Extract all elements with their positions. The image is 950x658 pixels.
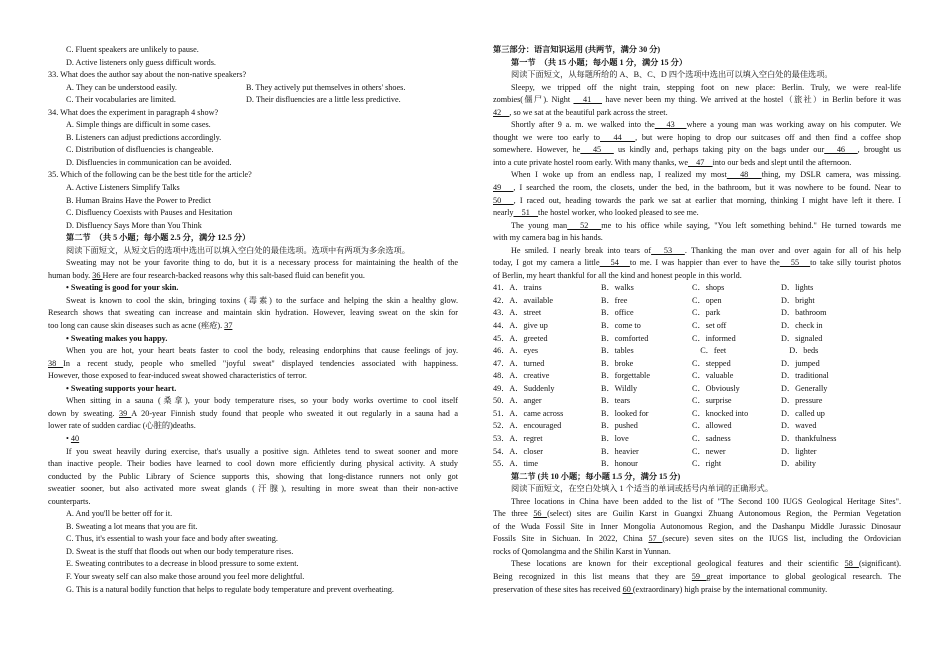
passage-line: somewhere. However, he 45 us kindly and, perhaps taking pity on the bags under our 46 , brought us bbox=[493, 145, 901, 155]
blank-48[interactable]: 48 bbox=[726, 170, 762, 180]
blank-54[interactable]: 54 bbox=[599, 258, 630, 268]
q33-option-d: D. Their disfluencies are a little less predictive. bbox=[246, 95, 401, 105]
passage-line: 49 , I searched the room, the closets, under the bed, in the bathroom, but it was nowhere to be found. Near to bbox=[493, 183, 901, 193]
choice-option[interactable]: D．jumped bbox=[781, 358, 820, 368]
heading-skin: • Sweating is good for your skin. bbox=[66, 283, 179, 293]
choice-option[interactable]: 53．A．regret bbox=[493, 433, 543, 443]
answer-option-g: G. This is a natural bodily function that helps to regulate body temperature and prevent overheating. bbox=[66, 584, 394, 594]
blank-58[interactable]: 58 bbox=[844, 559, 859, 569]
answer-option-d: D. Sweat is the stuff that floods out when our body temperature rises. bbox=[66, 546, 294, 556]
q35-option: A. Active Listeners Simplify Talks bbox=[66, 183, 180, 193]
q35-option: B. Human Brains Have the Power to Predict bbox=[66, 195, 212, 205]
heading-40: • 40 bbox=[66, 433, 80, 443]
passage-line: Sweating may not be your favorite thing to do, but it is a necessary process for maintaining the health of the bbox=[66, 258, 458, 268]
passage-line: Shortly after 9 a. m. we walked into the 43 where a young man was working away on his computer. We bbox=[511, 120, 901, 130]
choice-option[interactable]: B．comforted bbox=[601, 333, 649, 343]
choice-option[interactable]: 43．A．street bbox=[493, 308, 542, 318]
blank-57[interactable]: 57 bbox=[648, 534, 663, 544]
q34-option: B. Listeners can adjust predictions accordingly. bbox=[66, 132, 222, 142]
choice-option[interactable]: D．lights bbox=[781, 283, 814, 293]
choice-row bbox=[493, 383, 901, 396]
choice-option[interactable]: D．thankfulness bbox=[781, 433, 837, 443]
choice-option[interactable]: C．shops bbox=[692, 283, 725, 293]
choice-option[interactable]: C．newer bbox=[692, 446, 726, 456]
passage-line: thought we were too early to 44 , but were hoping to drop our suitcases off and then find a coffee shop bbox=[493, 132, 901, 142]
choice-option[interactable]: 41．A．trains bbox=[493, 283, 542, 293]
choice-option[interactable]: C．set off bbox=[692, 321, 727, 331]
answer-option-c: C. Thus, it's essential to wash your face and body after sweating. bbox=[66, 534, 278, 544]
choice-option[interactable]: 52．A．encouraged bbox=[493, 421, 562, 431]
choice-option[interactable]: 42．A．available bbox=[493, 295, 554, 305]
choice-option[interactable]: B．Wildly bbox=[601, 383, 638, 393]
passage-line: Being recognized in this list means that they are 59 great importance to global geological research. The bbox=[493, 571, 901, 581]
choice-row bbox=[493, 433, 901, 446]
blank-38[interactable]: 38 bbox=[48, 358, 64, 368]
choice-option[interactable]: B．walks bbox=[601, 283, 634, 293]
choice-row bbox=[493, 446, 901, 459]
blank-55[interactable]: 55 bbox=[779, 258, 811, 268]
q33-option-a: A. They can be understood easily. bbox=[66, 82, 177, 92]
passage-line: 38 In a recent study, people who smelled "joyful sweat" displayed tendencies associated with happiness. bbox=[48, 358, 459, 368]
passage-line: The three 56 (select) sites are Guilin Karst in Guangxi Zhuang Autonomous Region, the Permian Vegetation bbox=[493, 509, 901, 519]
choice-row bbox=[493, 307, 901, 320]
choice-row bbox=[493, 370, 901, 383]
q34-stem: 34. What does the experiment in paragraph 4 show? bbox=[48, 107, 219, 117]
right-column bbox=[493, 44, 901, 596]
choice-option[interactable]: B．free bbox=[601, 295, 628, 305]
choice-option[interactable]: B．love bbox=[601, 433, 629, 443]
blank-49[interactable]: 49 bbox=[493, 183, 514, 193]
q32-option-c: C. Fluent speakers are unlikely to pause. bbox=[66, 45, 199, 54]
choice-row bbox=[493, 333, 901, 346]
passage-line: nearly 51 the hostel worker, who looked pleased to see me. bbox=[493, 208, 699, 218]
blank-39[interactable]: 39 bbox=[118, 408, 132, 418]
passage-line: When you are hot, your heart beats faster to cool the body, releasing endorphins that cause feelings of joy. bbox=[66, 346, 458, 356]
passage-line: of the Wuda Fossil Site in Inner Mongolia Autonomous Region, and the Dashanpu Middle Jurassic Dinosaur bbox=[493, 521, 901, 531]
section2-instructions-right: 阅读下面短文，在空白处填入 1 个适当的单词或括号内单词的正确形式。 bbox=[511, 484, 774, 494]
part3-header: 第三部分：语言知识运用 (共两节，满分 30 分) bbox=[493, 45, 661, 54]
choice-option[interactable]: D．beds bbox=[781, 346, 819, 356]
choice-row bbox=[493, 395, 901, 408]
blank-36[interactable]: 36 bbox=[92, 270, 103, 280]
passage-line: 50 , I raced out, heading towards the park we sat at earlier that morning, thinking I might have left it there. I bbox=[493, 195, 901, 205]
blank-43[interactable]: 43 bbox=[654, 120, 687, 130]
blank-52[interactable]: 52 bbox=[567, 220, 602, 230]
q34-option: D. Disfluencies in communication can be avoided. bbox=[66, 157, 232, 167]
passage-line: He smiled. I nearly break into tears of 53 . Thanking the man over and over again for all of his help bbox=[511, 245, 901, 255]
choice-option[interactable]: 45．A．greeted bbox=[493, 333, 548, 343]
heading-heart: • Sweating supports your heart. bbox=[66, 383, 177, 393]
blank-41[interactable]: 41 bbox=[573, 95, 602, 105]
left-column bbox=[48, 44, 458, 596]
section2-instructions: 阅读下面短文，从短文后的选项中选出可以填入空白处的最佳选项。选项中有两项为多余选项。 bbox=[66, 245, 410, 255]
choice-option[interactable]: C．allowed bbox=[692, 421, 732, 431]
choice-option[interactable]: C．park bbox=[692, 308, 721, 318]
blank-56[interactable]: 56 bbox=[533, 509, 548, 519]
passage-line: Sweat is known to cool the skin, bringing toxins (毒素) to the surface and helping the skin a healthy glow. bbox=[66, 295, 458, 305]
blank-44[interactable]: 44 bbox=[600, 132, 636, 142]
passage-line: sweatier sooner, but also activated more sweat glands (汗腺), resulting in more sweat than their non-active bbox=[48, 484, 458, 494]
choice-option[interactable]: B．office bbox=[601, 308, 634, 318]
q35-stem: 35. Which of the following can be the best title for the article? bbox=[48, 170, 252, 180]
q35-option: D. Disfluency Says More than You Think bbox=[66, 220, 202, 230]
choice-row bbox=[493, 458, 901, 471]
passage-line: Fossils Site in Sichuan. In 2022, China 57 (secure) seven sites on the IUGS list, including the Ordovician bbox=[493, 534, 901, 544]
q35-option: C. Disfluency Coexists with Pauses and Hesitation bbox=[66, 208, 233, 218]
choice-option[interactable]: D．pressure bbox=[781, 396, 823, 406]
answer-option-b: B. Sweating a lot means that you are fit. bbox=[66, 521, 198, 531]
passage-line: However, those exposed to fear-induced sweat showed characteristics of terror. bbox=[48, 371, 307, 381]
q33-option-b: B. They actively put themselves in others' shoes. bbox=[246, 82, 406, 92]
q33-option-c: C. Their vocabularies are limited. bbox=[66, 95, 176, 105]
blank-50[interactable]: 50 bbox=[493, 195, 514, 205]
passage-line: lower rate of sudden cardiac (心脏的)deaths. bbox=[48, 421, 196, 431]
choice-option[interactable]: D．bathroom bbox=[781, 308, 827, 318]
choice-option[interactable]: B．broke bbox=[601, 358, 634, 368]
passage-line: preservation of these sites has received 60 (extraordinary) high praise by the international community. bbox=[493, 584, 828, 594]
blank-60[interactable]: 60 bbox=[622, 584, 633, 594]
blank-51[interactable]: 51 bbox=[513, 208, 539, 218]
choice-option[interactable]: C．right bbox=[692, 459, 722, 469]
choice-option[interactable]: D．signaled bbox=[781, 333, 823, 343]
q34-option: C. Distribution of disfluencies is changeable. bbox=[66, 145, 214, 155]
choice-option[interactable]: C．stepped bbox=[692, 358, 731, 368]
choice-option[interactable]: B．come to bbox=[601, 321, 641, 331]
choice-option[interactable]: D．Generally bbox=[781, 383, 828, 393]
answer-option-f: F. Your sweaty self can also make those around you feel more delightful. bbox=[66, 571, 305, 581]
blank-47[interactable]: 47 bbox=[687, 157, 713, 167]
section2-header-right: 第二节 (共 10 小题；每小题 1.5 分，满分 15 分) bbox=[511, 471, 681, 481]
choice-option[interactable]: C．Obviously bbox=[692, 383, 740, 393]
q34-option: A. Simple things are difficult in some cases. bbox=[66, 120, 211, 130]
choice-option[interactable]: C．open bbox=[692, 295, 722, 305]
choice-option[interactable]: C．knocked into bbox=[692, 408, 749, 418]
choice-option[interactable]: B．pushed bbox=[601, 421, 638, 431]
choice-option[interactable]: 51．A．came across bbox=[493, 408, 564, 418]
choice-option[interactable]: 46．A．eyes bbox=[493, 346, 539, 356]
passage-line: counterparts. bbox=[48, 496, 91, 506]
passage-line: human body. 36 Here are four research-backed reasons why this salt-based fluid can benefit you. bbox=[48, 270, 365, 280]
blank-59[interactable]: 59 bbox=[691, 571, 707, 581]
choice-option[interactable]: 55．A．time bbox=[493, 459, 539, 469]
choice-option[interactable]: B．looked for bbox=[601, 408, 649, 418]
blank-53[interactable]: 53 bbox=[651, 245, 685, 255]
answer-option-a: A. And you'll be better off for it. bbox=[66, 509, 173, 519]
q33-options-row1 bbox=[48, 82, 458, 95]
q33-stem: 33. What does the author say about the non-native speakers? bbox=[48, 70, 247, 80]
choice-option[interactable]: D．traditional bbox=[781, 371, 829, 381]
passage-line: When sitting in a sauna (桑拿), your body temperature rises, so your body works overtime to cool itself bbox=[66, 396, 458, 406]
passage-line: conducted by the Public Library of Science supports this, showing that long-distance runners not only got bbox=[48, 471, 458, 481]
q33-options-row2 bbox=[48, 94, 458, 107]
passage-line: down by sweating. 39 A 20-year Finnish study found that people who sweated it out regularly in a sauna had a bbox=[48, 408, 458, 418]
choice-option[interactable]: B．tables bbox=[601, 346, 634, 356]
choice-option[interactable]: B．honour bbox=[601, 459, 638, 469]
choice-option[interactable]: 48．A．creative bbox=[493, 371, 550, 381]
section1-instructions: 阅读下面短文，从每题所给的 A、B、C、D 四个选项中选出可以填入空白处的最佳选项。 bbox=[511, 70, 833, 80]
section1-header: 第一节 （共 15 小题；每小题 1 分，满分 15 分） bbox=[511, 57, 688, 67]
passage-line: than inactive people. Their bodies have learned to cool down more efficiently during physical activity. A study bbox=[48, 459, 458, 469]
choice-row bbox=[493, 282, 901, 295]
passage-line: today, I got my camera a little 54 to me. I was happier than ever to have the 55 to take silly tourist photos bbox=[493, 258, 901, 268]
choice-option[interactable]: D．ability bbox=[781, 459, 817, 469]
choice-row bbox=[493, 345, 901, 358]
choice-option[interactable]: D．lighter bbox=[781, 446, 817, 456]
choice-row bbox=[493, 295, 901, 308]
passage-line: When I woke up from an endless nap, I realized my most 48 thing, my DSLR camera, was missing. bbox=[511, 170, 901, 180]
choice-option[interactable]: D．called up bbox=[781, 408, 825, 418]
choice-option[interactable]: B．tears bbox=[601, 396, 631, 406]
passage-line: If you sweat heavily during exercise, that's usually a positive sign. Athletes tend to sweat sooner and more bbox=[66, 446, 458, 456]
choice-option[interactable]: D．waved bbox=[781, 421, 817, 431]
choice-option[interactable]: 44．A．give up bbox=[493, 321, 548, 331]
choice-option[interactable]: B．forgettable bbox=[601, 371, 650, 381]
passage-line: Research shows that sweating can increase and maintain skin hydration. However, leaving sweat on the skin for bbox=[48, 308, 458, 318]
choice-option[interactable]: D．bright bbox=[781, 295, 815, 305]
blank-37[interactable]: 37 bbox=[224, 321, 233, 331]
blank-46[interactable]: 46 bbox=[824, 145, 858, 155]
choice-row bbox=[493, 320, 901, 333]
passage-line: of Berlin, my heart thankful for all the kind and honest people in this world. bbox=[493, 270, 742, 280]
q32-option-d: D. Active listeners only guess difficult words. bbox=[66, 57, 216, 67]
choice-option[interactable]: C．sadness bbox=[692, 433, 731, 443]
choice-option[interactable]: 49．A．Suddenly bbox=[493, 383, 555, 393]
choice-option[interactable]: D．check in bbox=[781, 321, 823, 331]
choice-option[interactable]: C．valuable bbox=[692, 371, 734, 381]
section2-header: 第二节 （共 5 小题；每小题 2.5 分，满分 12.5 分） bbox=[66, 233, 251, 243]
choice-option[interactable]: C．surprise bbox=[692, 396, 732, 406]
passage-line: zombies(僵尸). Night 41 have never been my thing. We arrived at the hostel（旅社）in Berlin before it was bbox=[493, 95, 901, 105]
blank-45[interactable]: 45 bbox=[580, 145, 614, 155]
choice-option[interactable]: C．feet bbox=[692, 346, 727, 356]
choice-option[interactable]: 54．A．closer bbox=[493, 446, 544, 456]
passage-line: with my camera bag in his hands. bbox=[493, 233, 603, 243]
passage-line: Sleepy, we tripped off the night train, stepping foot on new place: Berlin. Truly, we were real-life bbox=[511, 82, 901, 92]
choice-option[interactable]: 50．A．anger bbox=[493, 396, 542, 406]
choice-row bbox=[493, 420, 901, 433]
heading-happy: • Sweating makes you happy. bbox=[66, 333, 168, 343]
blank-42[interactable]: 42 bbox=[493, 107, 510, 117]
passage-line: The young man 52 me to his office while saying, "You left something behind." He turned towards me bbox=[511, 220, 901, 230]
passage-line: rocks of Qomolangma and the Shilin Karst in Yunnan. bbox=[493, 546, 671, 556]
passage-line: 42 , so we sat at the beautiful park across the street. bbox=[493, 107, 668, 117]
choice-row bbox=[493, 358, 901, 371]
passage-line: These locations are known for their exceptional geological features and their scientific 58 (significant). bbox=[511, 559, 901, 569]
choice-option[interactable]: B．heavier bbox=[601, 446, 639, 456]
answer-option-e: E. Sweating contributes to a decrease in blood pressure to some extent. bbox=[66, 559, 299, 569]
passage-line: too long can cause skin diseases such as acne (痤疮). 37 bbox=[48, 321, 233, 331]
passage-line: Three locations in China have been added to the list of "The Second 100 IUGS Geological Heritage Sites". bbox=[511, 496, 901, 506]
choice-list bbox=[493, 282, 901, 470]
choice-option[interactable]: C．informed bbox=[692, 333, 736, 343]
choice-row bbox=[493, 408, 901, 421]
blank-40[interactable]: 40 bbox=[70, 433, 80, 443]
choice-option[interactable]: 47．A．turned bbox=[493, 358, 545, 368]
passage-line: into a cute private hostel room early. With many thanks, we 47 into our beds and slept until the afternoon. bbox=[493, 157, 852, 167]
